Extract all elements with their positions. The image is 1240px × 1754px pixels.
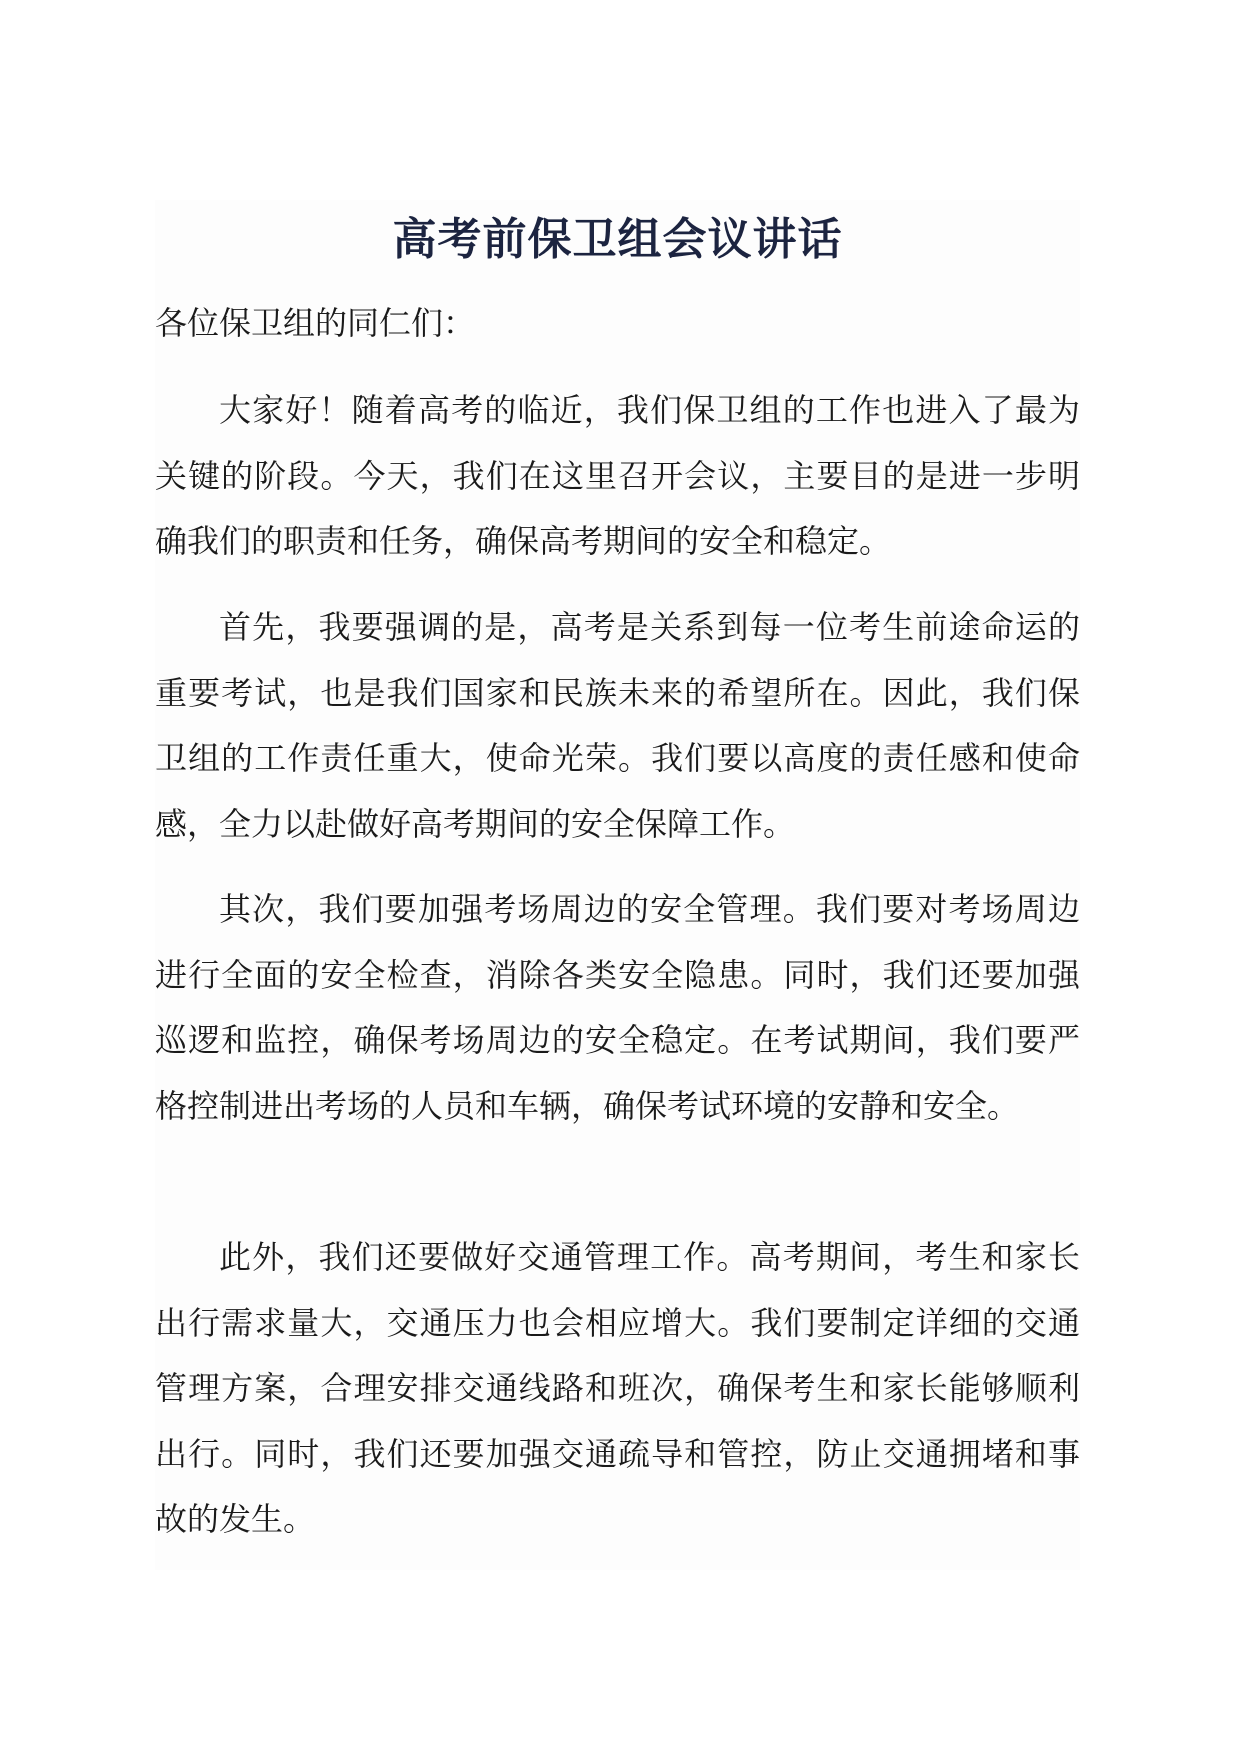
- paragraph-2: 首先，我要强调的是，高考是关系到每一位考生前途命运的重要考试，也是我们国家和民族未来的希望所在。因此，我们保卫组的工作责任重大，使命光荣。我们要以高度的责任感和使命感，全力以赴做好高考期间的安全保障工作。: [155, 608, 1080, 843]
- document-title: 高考前保卫组会议讲话: [392, 214, 843, 265]
- salutation: 各位保卫组的同仁们：: [155, 304, 476, 342]
- paragraph-4: 此外，我们还要做好交通管理工作。高考期间，考生和家长出行需求量大，交通压力也会相应增大。我们要制定详细的交通管理方案，合理安排交通线路和班次，确保考生和家长能够顺利出行。同时，我们还要加强交通疏导和管控，防止交通拥堵和事故的发生。: [155, 1238, 1080, 1538]
- document-content: [155, 200, 1080, 1570]
- paragraph-1: 大家好！随着高考的临近，我们保卫组的工作也进入了最为关键的阶段。今天，我们在这里召开会议，主要目的是进一步明确我们的职责和任务，确保高考期间的安全和稳定。: [155, 391, 1080, 560]
- paragraph-3: 其次，我们要加强考场周边的安全管理。我们要对考场周边进行全面的安全检查，消除各类安全隐患。同时，我们还要加强巡逻和监控，确保考场周边的安全稳定。在考试期间，我们要严格控制进出考场的人员和车辆，确保考试环境的安静和安全。: [155, 890, 1080, 1125]
